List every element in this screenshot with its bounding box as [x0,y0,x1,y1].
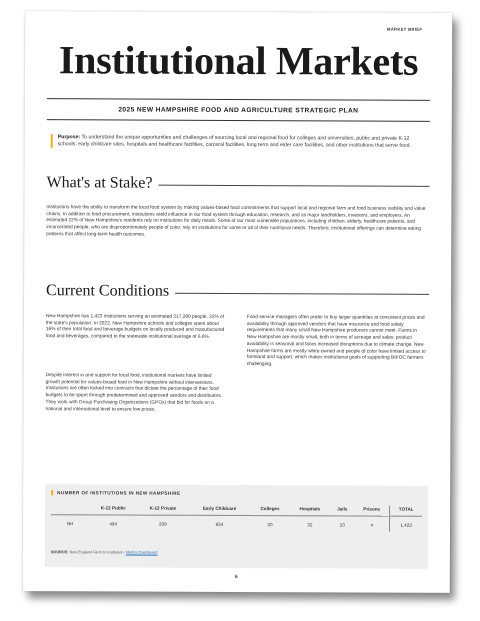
page-number: 6 [234,574,238,581]
heading-rule [158,185,429,187]
conditions-heading: Current Conditions [46,282,170,300]
source-text: New England Farm to Institution. [68,550,126,555]
table-cell: 209 [159,521,167,527]
table-cell: 10 [339,522,345,528]
purpose-text: To understand the unique opportunities and challenges of sourcing local and regional food for colleges and universities, public and private K-12 schools, early childcare sites, hospitals and healthcare facilities, carceral facilities, long term and elder care facilities, and other institutions that serve food. [57,134,411,149]
brief-label: MARKET BRIEF [386,26,423,32]
table-row [51,514,422,531]
column-header: Colleges [251,505,290,515]
stake-paragraph: Institutions have the ability to transform the local food system by making values-based food commitments that support local and regional farm and food business viability and value chains. In addition to food procurement, institutions wield influence in our food system through education, research, and as major landholders, investors, and employers. An estimated 22% of New Hampshire's residents rely on institutions for daily meals. Some of our most vulnerable populations, including children, elderly, healthcare patients, and incarcerated people, who are disproportionately people of color, rely on institutions for some or all of their nutritional needs. Therefore, institutional offerings can determine eating patterns that affect long-term health outcomes. [46,205,426,238]
table-cell: 4 [370,522,373,528]
column-header: K-12 Private [137,505,188,515]
column-header: Prisons [354,506,390,516]
table-cell: 654 [215,521,224,527]
institutions-table [51,504,422,531]
conditions-left-paragraph-2: Despite interest in and support for local food, institutional markets have limited growth potential for values-based food in New Hampshire without interventions. Institutions are often locked into contracts that dictate the percentage of their food budgets to be spent through predetermined and approved vendors and distributors. They work with Group Purchasing Organizations (GPOs) that bid for foods on a national and international level to ensure low prices. [45,373,223,413]
purpose-label: Purpose: [57,134,81,141]
table-cell: 20 [267,521,273,527]
table-cell: NH [66,520,74,526]
table-title: NUMBER OF INSTITUTIONS IN NEW HAMPSHIRE [51,490,180,496]
title-rule-bottom [47,119,430,122]
conditions-right-paragraph: Food service managers often prefer to buy larger quantities at consistent prices and availability through approved vendors that have insurance and food safety requirements that many small New Hampshire producers cannot meet. Farms in New Hampshire are mostly small, both in terms of acreage and sales; product availability is seasonal and faces increased disruptions due to climate change. New Hampshire farms are mostly white-owned and people of color have limited access to farmland and support, which makes institutional goals of supporting BIPOC farmers challenging. [246,315,426,368]
table-cell-total: 1,423 [390,516,422,532]
section-heading-stake [46,174,429,194]
source-label: SOURCE: [50,550,69,555]
conditions-left-paragraph-1: New Hampshire has 1,423 institutions serving an estimated 317,280 people, 22% of the state's population. In 2022, New Hampshire schools and colleges spent about 16% of their total food and beverage budgets on locally produced and manufactured food and beverages, compared to the statewide institutional average of 6.6%. [45,314,225,340]
section-heading-conditions [46,282,429,302]
column-header: K-12 Public [89,504,137,514]
source-link[interactable]: Metrics Dashboard [125,550,158,555]
stake-heading: What's at Stake? [46,174,153,192]
column-header: Jails [330,505,354,515]
page-title: Institutional Markets [58,37,419,84]
column-header: Early Childcare [188,505,250,515]
purpose-callout [51,134,430,150]
column-header [51,504,89,514]
plan-subtitle: 2025 NEW HAMPSHIRE FOOD AND AGRICULTURE STRATEGIC PLAN [118,106,359,115]
title-rule-top [47,98,430,101]
table-source [51,550,158,554]
table-cell: 494 [109,521,118,527]
table-cell: 32 [307,521,313,527]
column-header: Hospitals [289,505,330,515]
heading-rule [175,293,429,295]
institutions-table-panel [45,484,428,569]
document-page [23,11,453,593]
column-header-total: TOTAL [390,506,422,516]
